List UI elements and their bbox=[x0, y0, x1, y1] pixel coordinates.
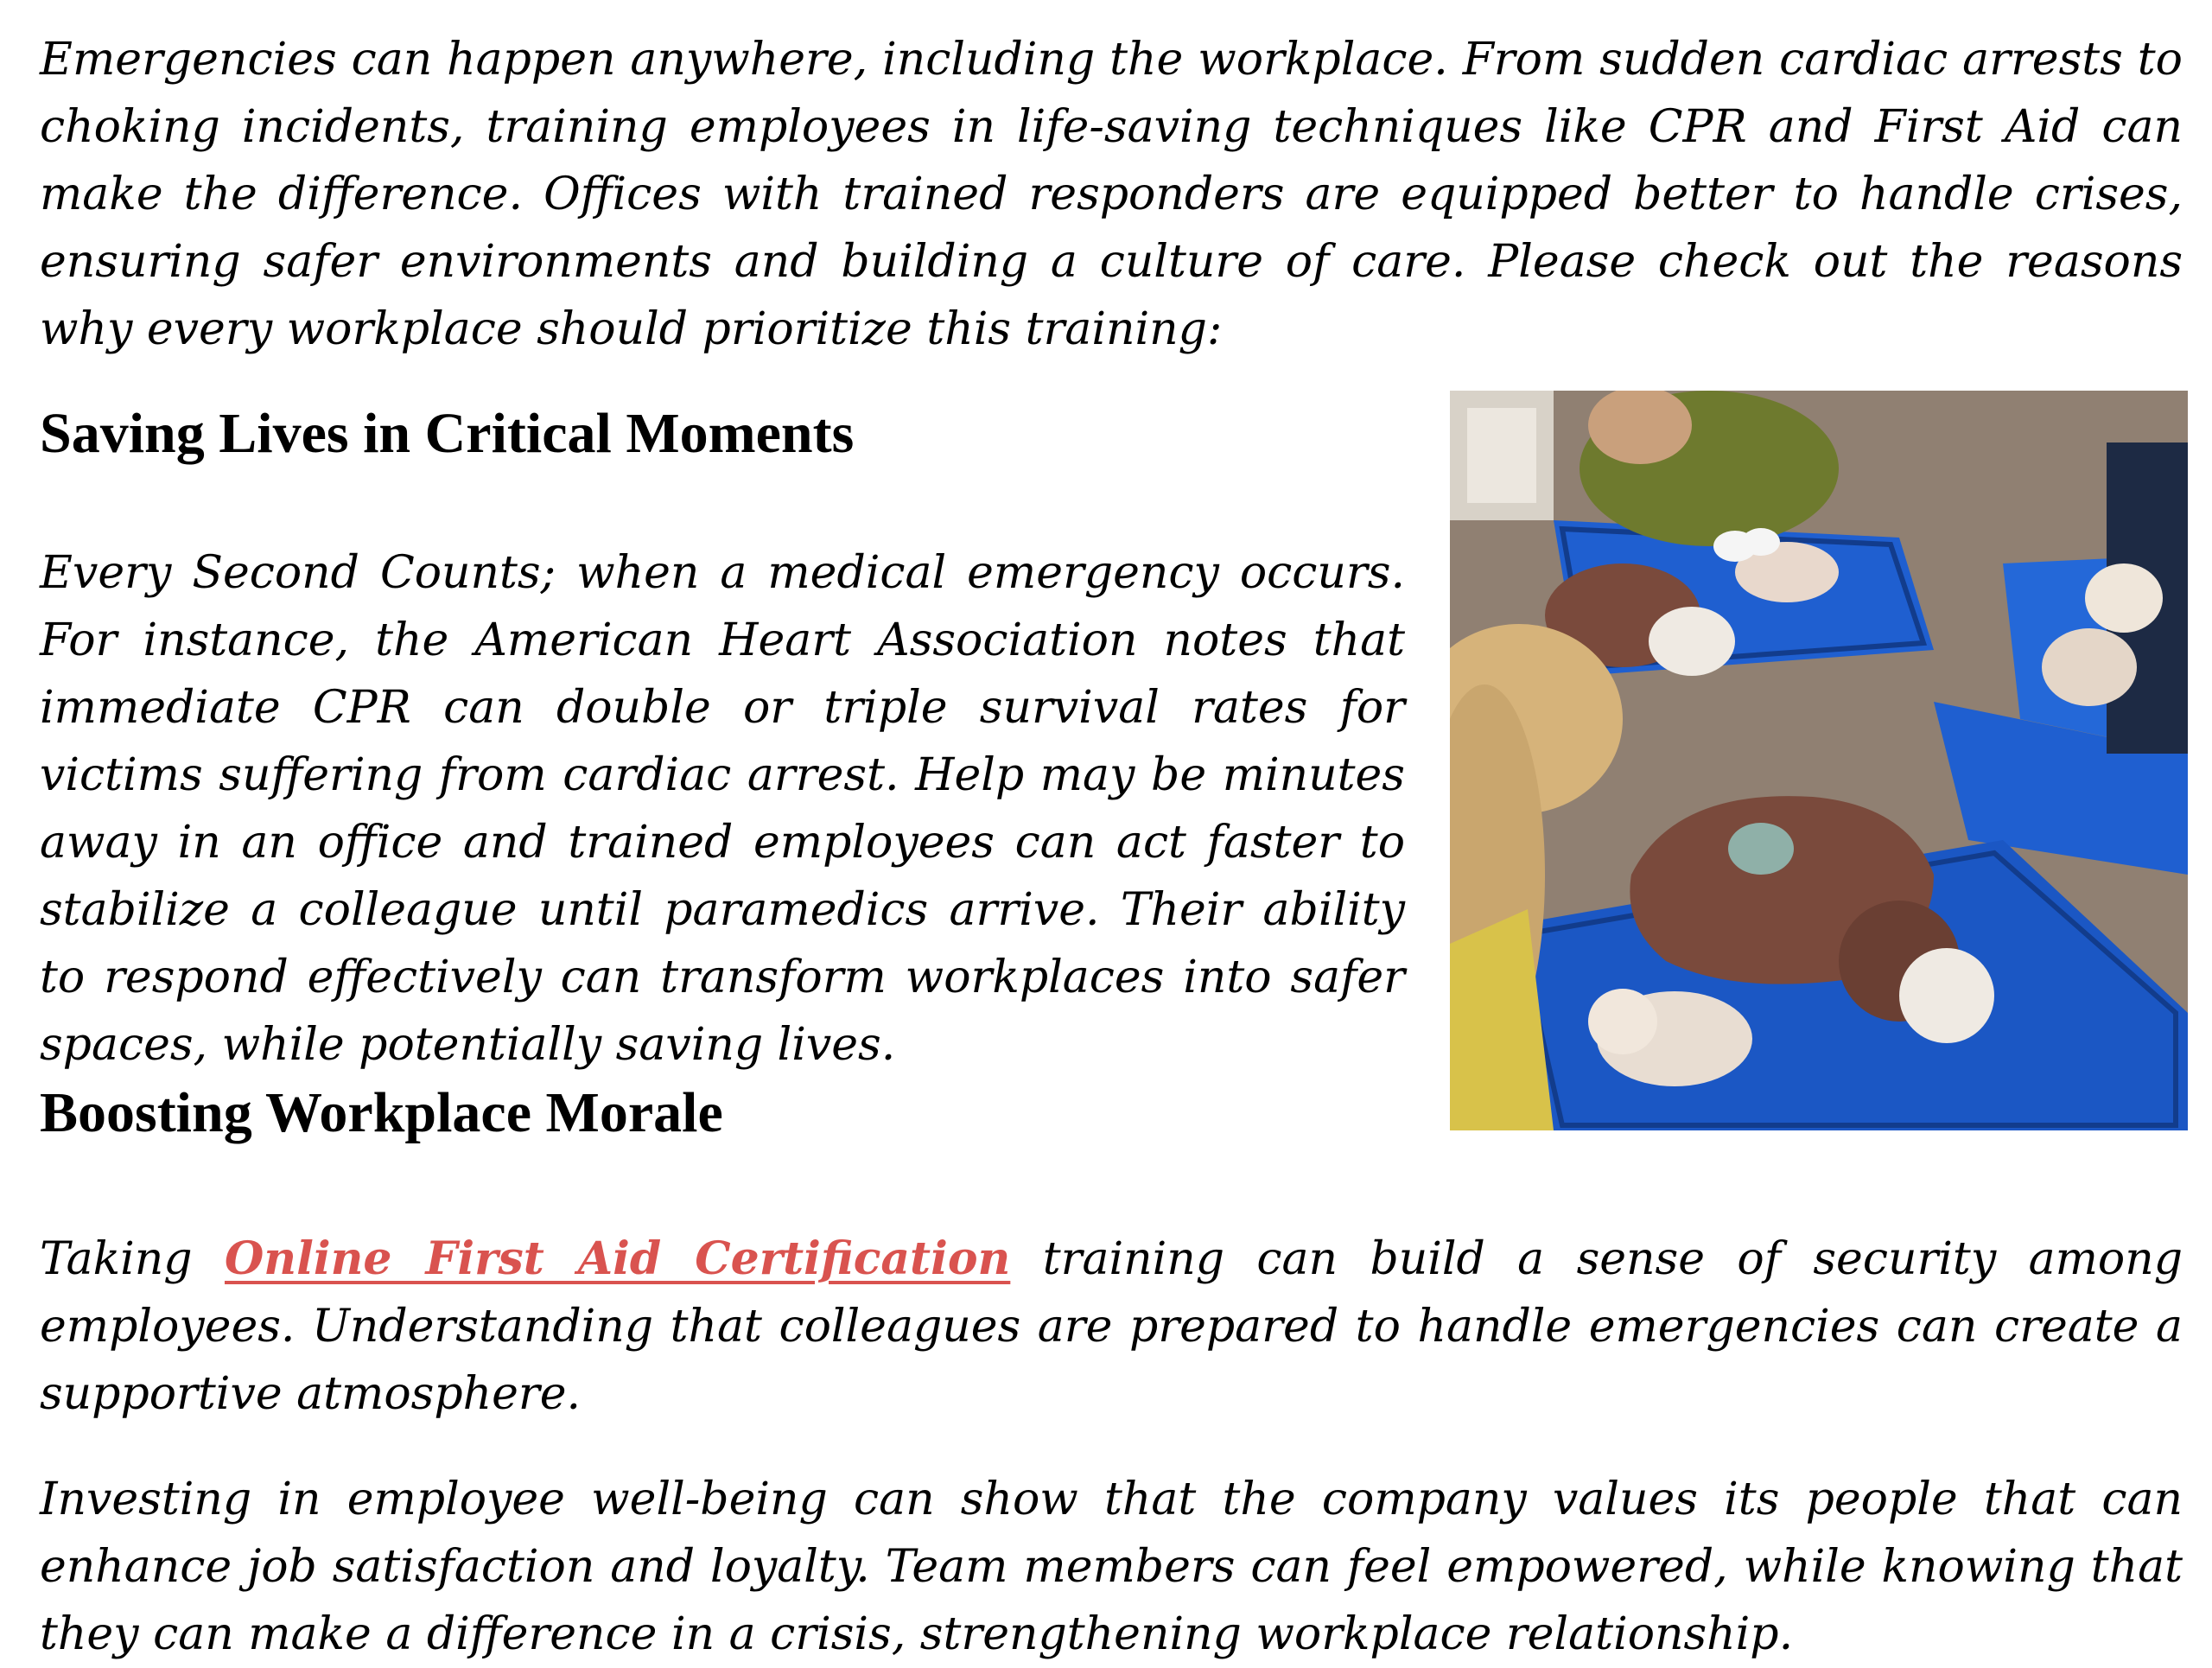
section-heading-saving-lives: Saving Lives in Critical Moments bbox=[40, 402, 855, 465]
cpr-training-photo-icon bbox=[1450, 391, 2188, 1130]
section-paragraph-boosting-morale-1 bbox=[40, 1226, 2183, 1428]
text-after-link: training can build a sense of security among employees. Understanding that colleagues are prepared to handle emergencies can create a supportive atmosphere. bbox=[40, 1233, 2183, 1420]
cpr-training-photo bbox=[1450, 391, 2188, 1130]
section-paragraph-saving-lives: Every Second Counts; when a medical emergency occurs. For instance, the American Heart Association notes that immediate CPR can double or triple survival rates for victims suffering from cardiac arrest. Help may be minutes away in an office and trained employees can act faster to stabilize a colleague until paramedics arrive. Their ability to respond effectively can transform workplaces into safer spaces, while potentially saving lives. bbox=[40, 547, 1405, 1071]
section-paragraph-boosting-morale-2: Investing in employee well-being can show that the company values its people that can enhance job satisfaction and loyalty. Team members can feel empowered, while knowing that they can make a difference in a crisis, strengthening workplace relationship. bbox=[40, 1474, 2183, 1660]
online-first-aid-certification-link[interactable]: Online First Aid Certification bbox=[224, 1232, 1011, 1285]
intro-paragraph: Emergencies can happen anywhere, including the workplace. From sudden cardiac arrests to choking incidents, training employees in life-saving techniques like CPR and First Aid can make the difference. Offices with trained responders are equipped better to handle crises, ensuring safer environments and building a culture of care. Please check out the reasons why every workplace should prioritize this training: bbox=[40, 34, 2183, 355]
section-heading-boosting-morale: Boosting Workplace Morale bbox=[40, 1081, 723, 1144]
text-before-link: Taking bbox=[40, 1233, 225, 1285]
